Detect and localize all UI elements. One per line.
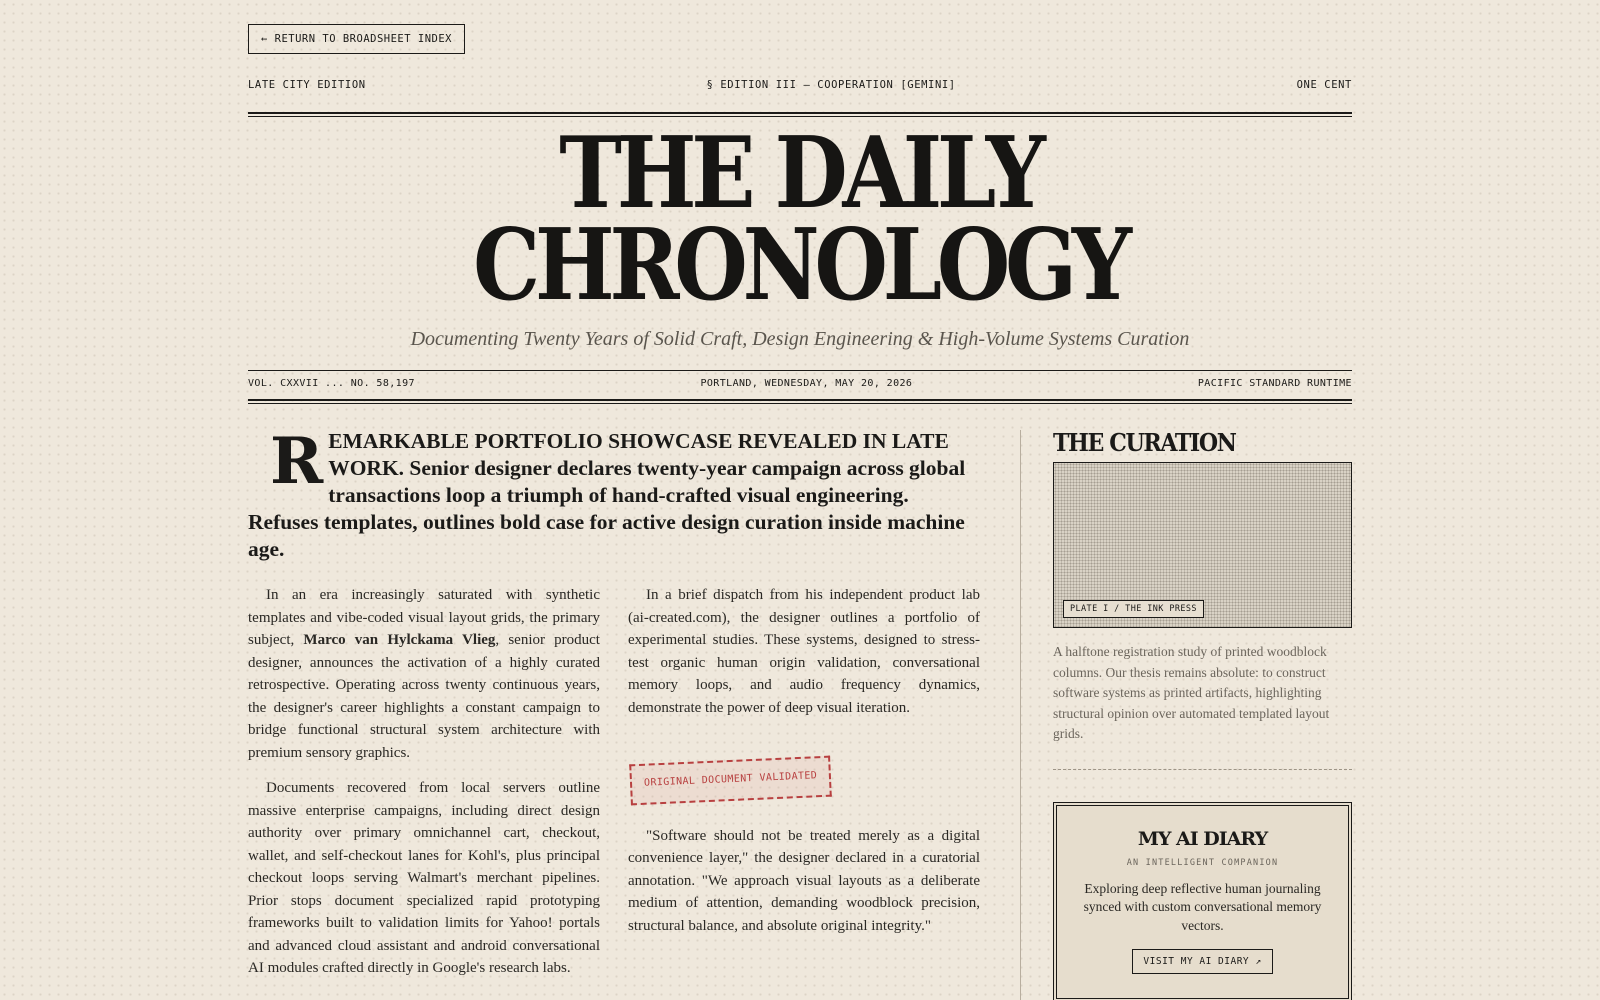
article-column-left bbox=[248, 584, 600, 993]
visit-ai-diary-button[interactable]: VISIT MY AI DIARY ↗ bbox=[1132, 949, 1272, 974]
volume-number: VOL. CXXVII ... NO. 58,197 bbox=[248, 378, 415, 389]
diary-description: Exploring deep reflective human journaling synced with custom conversational memory vectors. bbox=[1083, 880, 1322, 933]
dateline bbox=[248, 378, 1352, 389]
edition-label: LATE CITY EDITION bbox=[248, 79, 366, 91]
ai-diary-card bbox=[1053, 802, 1352, 1000]
subject-name: Marco van Hylckama Vlieg bbox=[303, 632, 496, 648]
sidebar-title: THE CURATION bbox=[1053, 428, 1236, 457]
masthead-line-1: THE DAILY bbox=[559, 116, 1041, 231]
column-divider bbox=[1020, 430, 1021, 1000]
article-quote: "Software should not be treated merely as a digital convenience layer," the designer declared in a curatorial annotation. "We approach visual layouts as a deliberate medium of attention, demanding woodblock precision, structural balance, and absolute original integrity." bbox=[628, 827, 980, 934]
plate-caption: A halftone registration study of printed woodblock columns. Our thesis remains absolute: to construct software systems as printed artifacts, highlighting structural opinion over automated templated layout grids. bbox=[1053, 644, 1330, 741]
diary-title: MY AI DIARY bbox=[1137, 827, 1268, 850]
issue-date: PORTLAND, WEDNESDAY, MAY 20, 2026 bbox=[700, 378, 913, 389]
article-paragraph-2: Documents recovered from local servers outline massive enterprise campaigns, including direct design authority over primary omnichannel cart, checkout, wallet, and self-checkout lanes for Kohl's, plus principal checkout loops serving Walmart's merchant pipelines. Prior stops document specialized rapid prototyping frameworks built to validation limits for Yahoo! portals and advanced cloud assistant and android conversational AI modules crafted directly in Google's research labs. bbox=[248, 780, 600, 976]
dateline-bottom-rule bbox=[248, 399, 1352, 404]
paragraph-text: In an era increasingly saturated with synthetic templates and vibe-coded visual layout grids, the primary subject, bbox=[248, 587, 600, 648]
diary-subtitle: AN INTELLIGENT COMPANION bbox=[1126, 857, 1279, 868]
edition-bar bbox=[248, 77, 1352, 93]
return-to-index-button[interactable]: ← RETURN TO BROADSHEET INDEX bbox=[248, 24, 465, 54]
masthead-line-2: CHRONOLOGY bbox=[473, 208, 1127, 323]
edition-section: § EDITION III — COOPERATION [GEMINI] bbox=[706, 79, 956, 91]
paragraph-text: , senior product designer, announces the activation of a highly curated retrospective. Operating across twenty continuous years, the designer's career highlights a constant campaign to bridge functional structural system architecture with premium sensory graphics. bbox=[248, 632, 600, 761]
dateline-top-rule bbox=[248, 370, 1352, 371]
masthead-tagline: Documenting Twenty Years of Solid Craft, Design Engineering & High-Volume Systems Curation bbox=[410, 328, 1190, 350]
masthead-title bbox=[274, 116, 1327, 323]
validation-stamp: ORIGINAL DOCUMENT VALIDATED bbox=[629, 756, 832, 805]
headline-caps: EMARKABLE PORTFOLIO SHOWCASE REVEALED IN LATE WORK. bbox=[328, 429, 949, 480]
article-paragraph-1 bbox=[248, 584, 600, 764]
runtime-zone: PACIFIC STANDARD RUNTIME bbox=[1197, 378, 1352, 389]
headline-deck: Senior designer declares twenty-year campaign across global transactions loop a triumph of hand-crafted visual engineering. Refuses templates, outlines bold case for active design curation inside machine age. bbox=[248, 456, 966, 561]
drop-cap: R bbox=[270, 424, 321, 499]
article-column-right bbox=[628, 584, 980, 950]
halftone-plate-image bbox=[1053, 462, 1352, 628]
article-paragraph-3: In a brief dispatch from his independent product lab (ai-created.com), the designer outlines a portfolio of experimental studies. These systems, designed to stress-test organic human origin validation, conversational memory loops, and audio frequency dynamics, demonstrate the power of deep visual iteration. bbox=[628, 587, 980, 716]
curation-sidebar bbox=[1053, 428, 1352, 1000]
edition-price: ONE CENT bbox=[1296, 79, 1352, 91]
plate-label: PLATE I / THE INK PRESS bbox=[1063, 600, 1204, 618]
lead-headline bbox=[248, 424, 980, 563]
sidebar-divider bbox=[1053, 769, 1352, 770]
lead-article bbox=[248, 424, 980, 976]
